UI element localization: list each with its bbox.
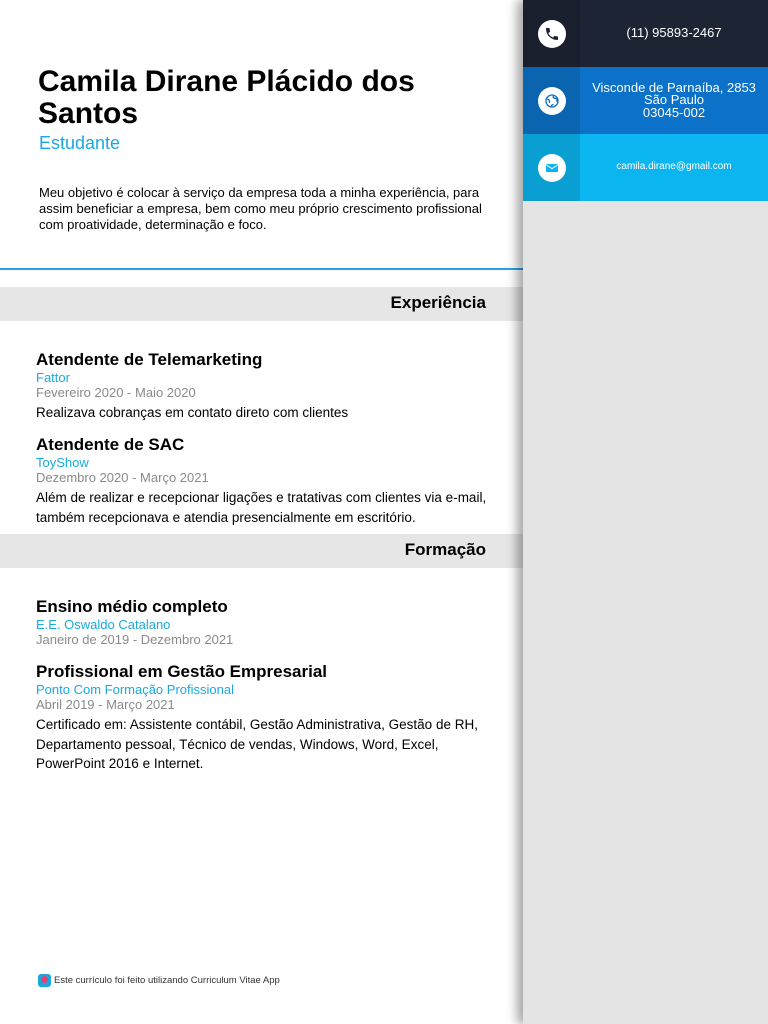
- company-name: ToyShow: [36, 455, 89, 470]
- address-contact: [523, 67, 768, 134]
- objective-text: Meu objetivo é colocar à serviço da empresa toda a minha experiência, para assim beneficiar a empresa, bem como meu próprio crescimento profissional com proatividade, determinação e foco.: [39, 185, 482, 232]
- phone-contact: [523, 0, 768, 67]
- education-section-title: Formação: [404, 540, 486, 559]
- phone-icon: [538, 20, 566, 48]
- course-title: Profissional em Gestão Empresarial: [36, 662, 328, 681]
- job-dates: Fevereiro 2020 - Maio 2020: [36, 385, 196, 400]
- education-section-header: [0, 534, 523, 568]
- address-street: Visconde de Parnaíba, 2853: [592, 79, 756, 95]
- footer-text: Este currículo foi feito utilizando Curriculum Vitae App: [54, 975, 280, 986]
- experience-section-title: Experiência: [390, 293, 486, 312]
- course-dates: Janeiro de 2019 - Dezembro 2021: [36, 632, 234, 647]
- job-title: Atendente de SAC: [36, 435, 185, 454]
- email-address[interactable]: camila.dirane@gmail.com: [616, 161, 732, 173]
- school-name: E.E. Oswaldo Catalano: [36, 617, 171, 632]
- course-title: Ensino médio completo: [36, 597, 228, 616]
- candidate-name: Camila Dirane Plácido dos Santos: [38, 65, 415, 130]
- contact-sidebar: [523, 0, 768, 1024]
- company-name: Fattor: [36, 370, 70, 385]
- job-description: Realizava cobranças em contato direto com clientes: [36, 405, 349, 420]
- candidate-role: Estudante: [39, 133, 121, 153]
- school-name: Ponto Com Formação Profissional: [36, 682, 234, 697]
- course-description: Certificado em: Assistente contábil, Gestão Administrativa, Gestão de RH, Departamento pessoal, Técnico de vendas, Windows, Word, Excel, PowerPoint 2016 e Internet.: [36, 717, 478, 771]
- job-title: Atendente de Telemarketing: [36, 350, 263, 369]
- phone-number[interactable]: (11) 95893-2467: [626, 25, 722, 41]
- experience-entry: [36, 435, 491, 527]
- email-contact: [523, 134, 768, 201]
- education-entry: [36, 597, 491, 647]
- email-icon: [538, 154, 566, 182]
- globe-icon: [538, 87, 566, 115]
- header-divider: [0, 268, 523, 270]
- course-dates: Abril 2019 - Março 2021: [36, 697, 175, 712]
- address-zip: 03045-002: [642, 104, 706, 120]
- job-description: Além de realizar e recepcionar ligações e tratativas com clientes via e-mail, também recepcionava e atendia presencialmente em escritório.: [36, 490, 487, 525]
- education-entry: [36, 662, 491, 774]
- job-dates: Dezembro 2020 - Março 2021: [36, 470, 209, 485]
- app-logo-icon: [38, 974, 51, 987]
- experience-entry: [36, 350, 491, 423]
- experience-section-header: [0, 287, 523, 321]
- address-city: São Paulo: [644, 92, 704, 108]
- footer-credit: [38, 974, 280, 987]
